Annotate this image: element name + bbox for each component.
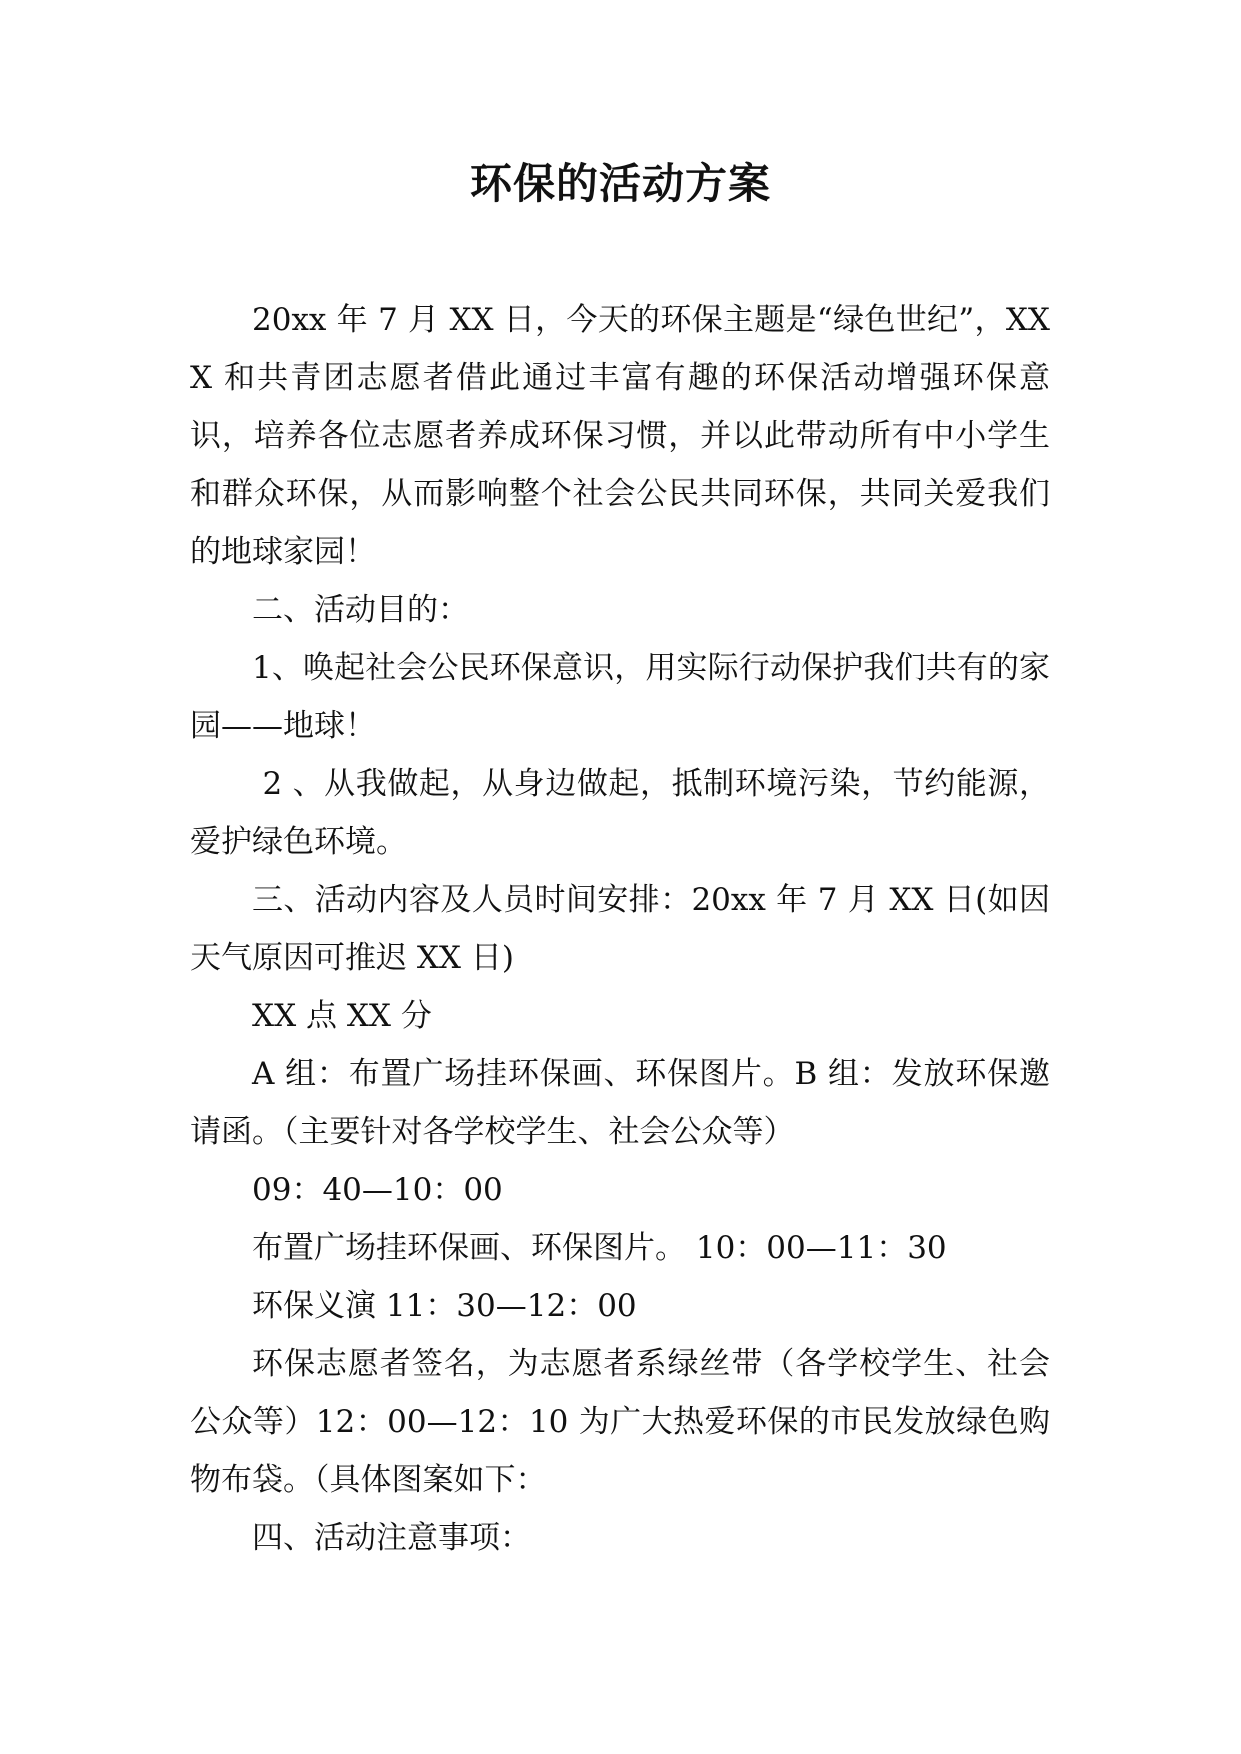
schedule-time-1: XX 点 XX 分 — [252, 998, 432, 1034]
schedule-item-performance: 环保义演 11：30—12：00 — [252, 1288, 637, 1324]
section-heading-schedule: 三、活动内容及人员时间安排：20xx 年 7 月 XX 日(如因天气原因可推迟 XX 日) — [190, 882, 1050, 976]
intro-paragraph: 20xx 年 7 月 XX 日，今天的环保主题是“绿色世纪”，XXX 和共青团志愿者借此通过丰富有趣的环保活动增强环保意识，培养各位志愿者养成环保习惯，并以此带动所有中小学生和群众环保，从而影响整个社会公民共同环保，共同关爱我们的地球家园！ — [190, 302, 1050, 570]
schedule-item-signing: 环保志愿者签名，为志愿者系绿丝带（各学校学生、社会公众等）12：00—12：10 为广大热爱环保的市民发放绿色购物布袋。（具体图案如下： — [190, 1346, 1050, 1498]
schedule-item-setup: 布置广场挂环保画、环保图片。 10：00—11：30 — [252, 1230, 947, 1266]
section-heading-purpose: 二、活动目的： — [252, 592, 469, 628]
schedule-time-2: 09：40—10：00 — [252, 1172, 503, 1208]
section-heading-notes: 四、活动注意事项： — [252, 1520, 531, 1556]
schedule-groups: A 组：布置广场挂环保画、环保图片。B 组：发放环保邀请函。（主要针对各学校学生、社会公众等） — [190, 1056, 1050, 1150]
document-body — [190, 291, 1050, 1567]
document-title: 环保的活动方案 — [469, 159, 771, 208]
purpose-item-1: 1、唤起社会公民环保意识，用实际行动保护我们共有的家园——地球！ — [190, 650, 1050, 744]
purpose-item-2: 2 、从我做起，从身边做起，抵制环境污染，节约能源，爱护绿色环境。 — [190, 766, 1050, 860]
